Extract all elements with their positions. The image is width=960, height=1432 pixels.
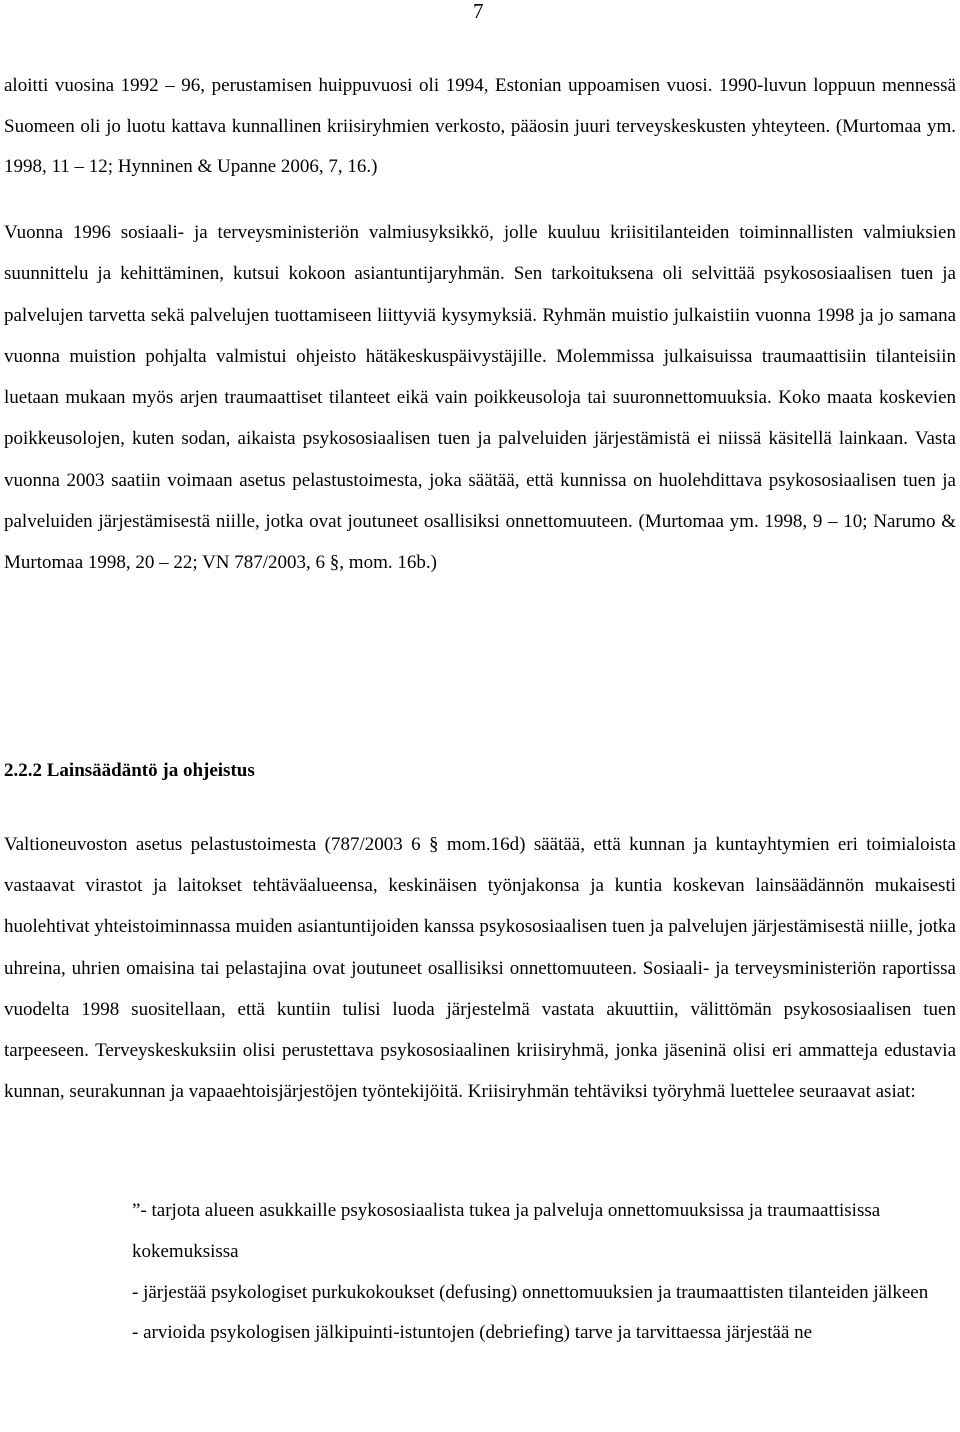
list-item: - järjestää psykologiset purkukokoukset (defusing) onnettomuuksien ja traumaattisten tilanteiden jälkeen: [132, 1281, 929, 1303]
page-number: 7: [473, 0, 484, 23]
list-item: - arvioida psykologisen jälkipuinti-istuntojen (debriefing) tarve ja tarvittaessa järjestää ne: [132, 1322, 813, 1344]
paragraph-3: Valtioneuvoston asetus pelastustoimesta (787/2003 6 § mom.16d) säätää, että kunnan ja kuntayhtymien eri toimialoista vastaavat virastot ja laitokset tehtäväalueensa, keskinäisen työnjakonsa ja kuntia koskevan lainsäädännön mukaisesti huolehtivat yhteistoiminnassa muiden asiantuntijoiden kanssa psykososiaalisen tuen ja palvelujen järjestämisestä niille, jotka uhreina, uhrien omaisina tai pelastajina ovat joutuneet osallisiksi onnettomuuteen. Sosiaali- ja terveysministeriön raportissa vuodelta 1998 suositellaan, että kuntiin tulisi luoda järjestelmä vastata akuuttiin, välittömän psykososiaalisen tuen tarpeeseen. Terveyskeskuksiin olisi perustettava psykososiaalinen kriisiryhmä, jonka jäseninä olisi eri ammatteja edustavia kunnan, seurakunnan ja vapaaehtoisjärjestöjen työntekijöitä. Kriisiryhmän tehtäviksi työryhmä luettelee seuraavat asiat:: [4, 834, 956, 1103]
paragraph-2: Vuonna 1996 sosiaali- ja terveysministeriön valmiusyksikkö, jolle kuuluu kriisitilanteiden toiminnallisten valmiuksien suunnittelu ja kehittäminen, kutsui kokoon asiantuntijaryhmän. Sen tarkoituksena oli selvittää psykososiaalisen tuen ja palvelujen tarvetta sekä palvelujen tuottamiseen liittyviä kysymyksiä. Ryhmän muistio julkaistiin vuonna 1998 ja jo samana vuonna muistion pohjalta valmistui ohjeisto hätäkeskuspäivystäjille. Molemmissa julkaisuissa traumaattisiin tilanteisiin luetaan mukaan myös arjen traumaattiset tilanteet eikä vain poikkeusoloja tai suuronnettomuuksia. Koko maata koskevien poikkeusolojen, kuten sodan, aikaista psykososiaalisen tuen ja palveluiden järjestämistä ei niissä käsitellä lainkaan. Vasta vuonna 2003 saatiin voimaan asetus pelastustoimesta, joka säätää, että kunnissa on huolehdittava psykososiaalisen tuen ja palveluiden järjestämisestä niille, jotka ovat joutuneet osallisiksi onnettomuuteen. (Murtomaa ym. 1998, 9 – 10; Narumo & Murtomaa 1998, 20 – 22; VN 787/2003, 6 §, mom. 16b.): [4, 222, 956, 574]
paragraph-1: aloitti vuosina 1992 – 96, perustamisen huippuvuosi oli 1994, Estonian uppoamisen vuosi. 1990-luvun loppuun mennessä Suomeen oli jo luotu kattava kunnallinen kriisiryhmien verkosto, pääosin juuri terveyskeskusten yhteyteen. (Murtomaa ym. 1998, 11 – 12; Hynninen & Upanne 2006, 7, 16.): [4, 75, 956, 177]
section-heading: 2.2.2 Lainsäädäntö ja ohjeistus: [4, 760, 255, 781]
task-list: [132, 1191, 932, 1354]
list-item: ”- tarjota alueen asukkaille psykososiaalista tukea ja palveluja onnettomuuksissa ja traumaattisissa kokemuksissa: [132, 1200, 881, 1262]
